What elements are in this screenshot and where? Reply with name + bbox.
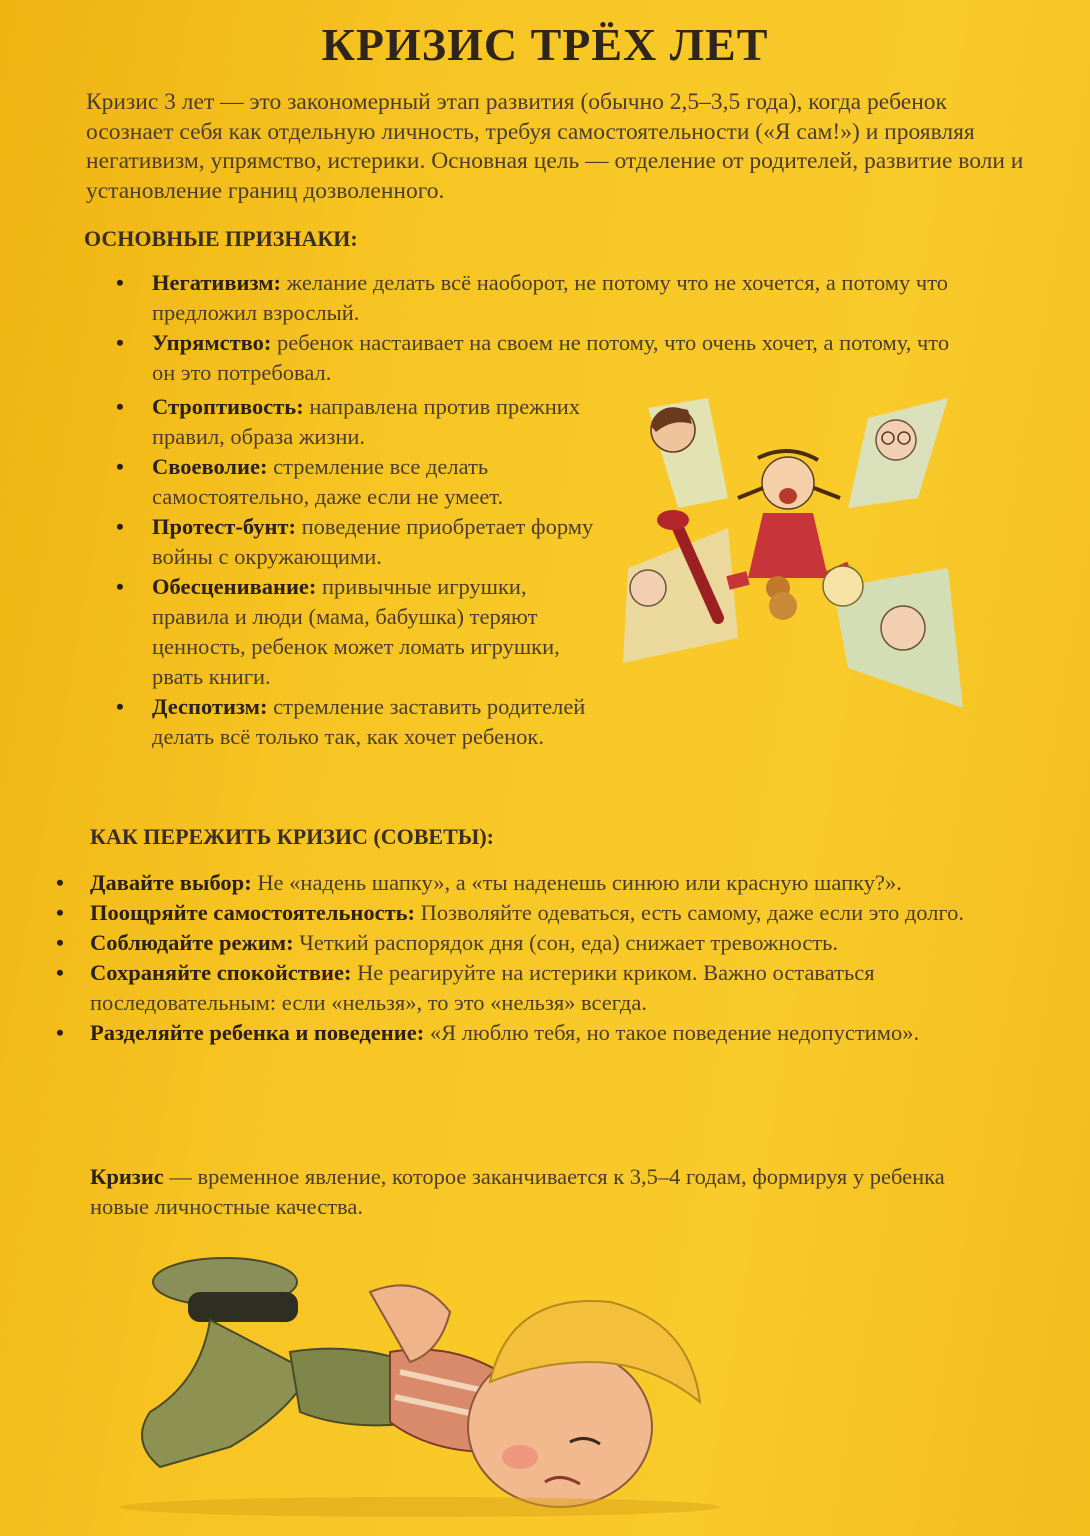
sign-text: стремление все делать самостоятельно, даже если не умеет. xyxy=(152,454,504,509)
sign-term: Строптивость: xyxy=(152,394,304,419)
list-item xyxy=(56,928,1006,958)
list-item xyxy=(116,512,606,572)
bullet-icon: • xyxy=(56,900,64,925)
list-item xyxy=(116,328,956,388)
sign-text: ребенок настаивает на своем не потому, что очень хочет, а потому, что он это потребовал. xyxy=(152,330,950,385)
sign-text: стремление заставить родителей делать всё только так, как хочет ребенок. xyxy=(152,694,586,749)
tip-text: Позволяйте одеваться, есть самому, даже если это долго. xyxy=(415,900,965,925)
bullet-icon: • xyxy=(116,694,124,719)
list-item xyxy=(116,692,606,752)
list-item xyxy=(56,1018,1006,1048)
crying-boy-illustration xyxy=(90,1252,730,1522)
tantrum-illustration xyxy=(618,388,968,710)
bullet-icon: • xyxy=(56,870,64,895)
list-item xyxy=(116,268,956,328)
sign-term: Упрямство: xyxy=(152,330,272,355)
list-item xyxy=(56,958,1006,1018)
sign-text: желание делать всё наоборот, не потому что не хочется, а потому что предложил взрослый. xyxy=(152,270,948,325)
tip-term: Сохраняйте спокойствие: xyxy=(90,960,352,985)
sign-term: Обесценивание: xyxy=(152,574,317,599)
sign-term: Негативизм: xyxy=(152,270,282,295)
sign-text: привычные игрушки, правила и люди (мама, бабушка) теряют ценность, ребенок может ломать игрушки, рвать книги. xyxy=(152,574,560,689)
tips-list xyxy=(56,868,1006,1048)
list-item xyxy=(56,898,1006,928)
bullet-icon: • xyxy=(116,514,124,539)
tip-term: Давайте выбор: xyxy=(90,870,252,895)
bullet-icon: • xyxy=(116,394,124,419)
tip-text: «Я люблю тебя, но такое поведение недопустимо». xyxy=(424,1020,920,1045)
tip-term: Разделяйте ребенка и поведение: xyxy=(90,1020,425,1045)
sign-term: Своеволие: xyxy=(152,454,268,479)
tip-term: Поощряйте самостоятельность: xyxy=(90,900,416,925)
signs-list-narrow xyxy=(116,392,606,752)
bullet-icon: • xyxy=(116,574,124,599)
bullet-icon: • xyxy=(116,454,124,479)
tip-text: Не «надень шапку», а «ты наденешь синюю или красную шапку?». xyxy=(251,870,902,895)
conclusion-term: Кризис xyxy=(90,1164,164,1189)
bullet-icon: • xyxy=(56,960,64,985)
sign-text: поведение приобретает форму войны с окружающими. xyxy=(152,514,594,569)
signs-list-wide xyxy=(116,268,956,388)
intro-paragraph: Кризис 3 лет — это закономерный этап развития (обычно 2,5–3,5 года), когда ребенок осознает себя как отдельную личность, требуя самостоятельности («Я сам!») и проявляя негативизм, упрямство, истерики. Основная цель — отделение от родителей, развитие воли и установление границ дозволенного. xyxy=(86,89,1024,204)
list-item xyxy=(116,572,606,692)
list-item xyxy=(116,392,606,452)
page-title: КРИЗИС ТРЁХ ЛЕТ xyxy=(321,19,769,70)
conclusion-paragraph xyxy=(90,1162,1000,1222)
conclusion-text: — временное явление, которое заканчивается к 3,5–4 годам, формируя у ребенка новые личностные качества. xyxy=(90,1164,945,1219)
sign-term: Деспотизм: xyxy=(152,694,268,719)
sign-term: Протест-бунт: xyxy=(152,514,296,539)
tip-text: Четкий распорядок дня (сон, еда) снижает тревожность. xyxy=(293,930,839,955)
sign-text: направлена против прежних правил, образа жизни. xyxy=(152,394,581,449)
list-item xyxy=(116,452,606,512)
bullet-icon: • xyxy=(56,1020,64,1045)
bullet-icon: • xyxy=(116,270,124,295)
list-item xyxy=(56,868,1006,898)
tip-term: Соблюдайте режим: xyxy=(90,930,294,955)
bullet-icon: • xyxy=(116,330,124,355)
bullet-icon: • xyxy=(56,930,64,955)
tips-heading: КАК ПЕРЕЖИТЬ КРИЗИС (СОВЕТЫ): xyxy=(90,824,494,849)
signs-heading: ОСНОВНЫЕ ПРИЗНАКИ: xyxy=(84,226,358,251)
tip-text: Не реагируйте на истерики криком. Важно оставаться последовательным: если «нельзя», то это «нельзя» всегда. xyxy=(90,960,875,1015)
